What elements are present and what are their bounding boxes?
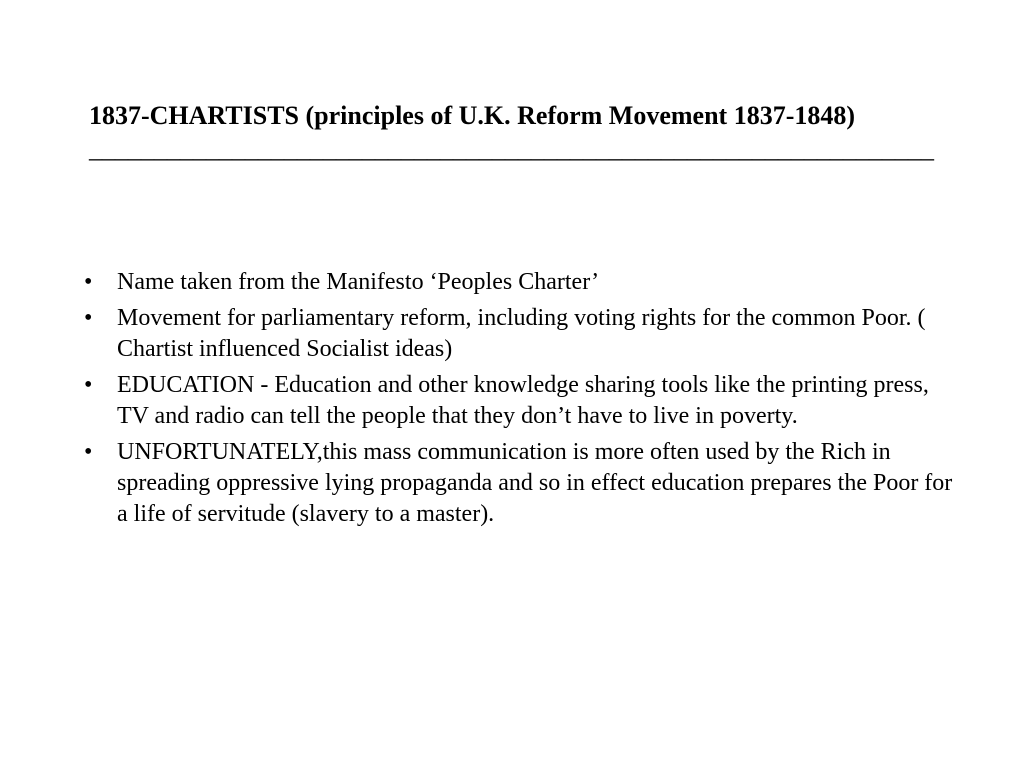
bullet-item	[80, 267, 960, 298]
bullet-text: Name taken from the Manifesto ‘Peoples Charter’	[117, 269, 600, 295]
slide-title: 1837-CHARTISTS (principles of U.K. Reform Movement 1837-1848)	[89, 101, 856, 130]
bullet-text: Movement for parliamentary reform, including voting rights for the common Poor. ( Chartist influenced Socialist ideas)	[117, 305, 926, 362]
bullet-item	[80, 437, 960, 530]
bullet-list	[80, 267, 960, 535]
bullet-dot-icon: •	[84, 372, 93, 398]
bullet-item	[80, 370, 960, 432]
bullet-dot-icon: •	[84, 439, 93, 465]
bullet-item	[80, 303, 960, 365]
bullet-dot-icon: •	[84, 305, 93, 331]
title-underline-rule: _________________________________________________________________	[89, 134, 934, 163]
bullet-text: EDUCATION - Education and other knowledge sharing tools like the printing press, TV and radio can tell the people that they don’t have to live in poverty.	[117, 372, 929, 429]
bullet-dot-icon: •	[84, 269, 93, 295]
bullet-text: UNFORTUNATELY,this mass communication is more often used by the Rich in spreading oppressive lying propaganda and so in effect education prepares the Poor for a life of servitude (slavery to a master).	[117, 439, 953, 527]
